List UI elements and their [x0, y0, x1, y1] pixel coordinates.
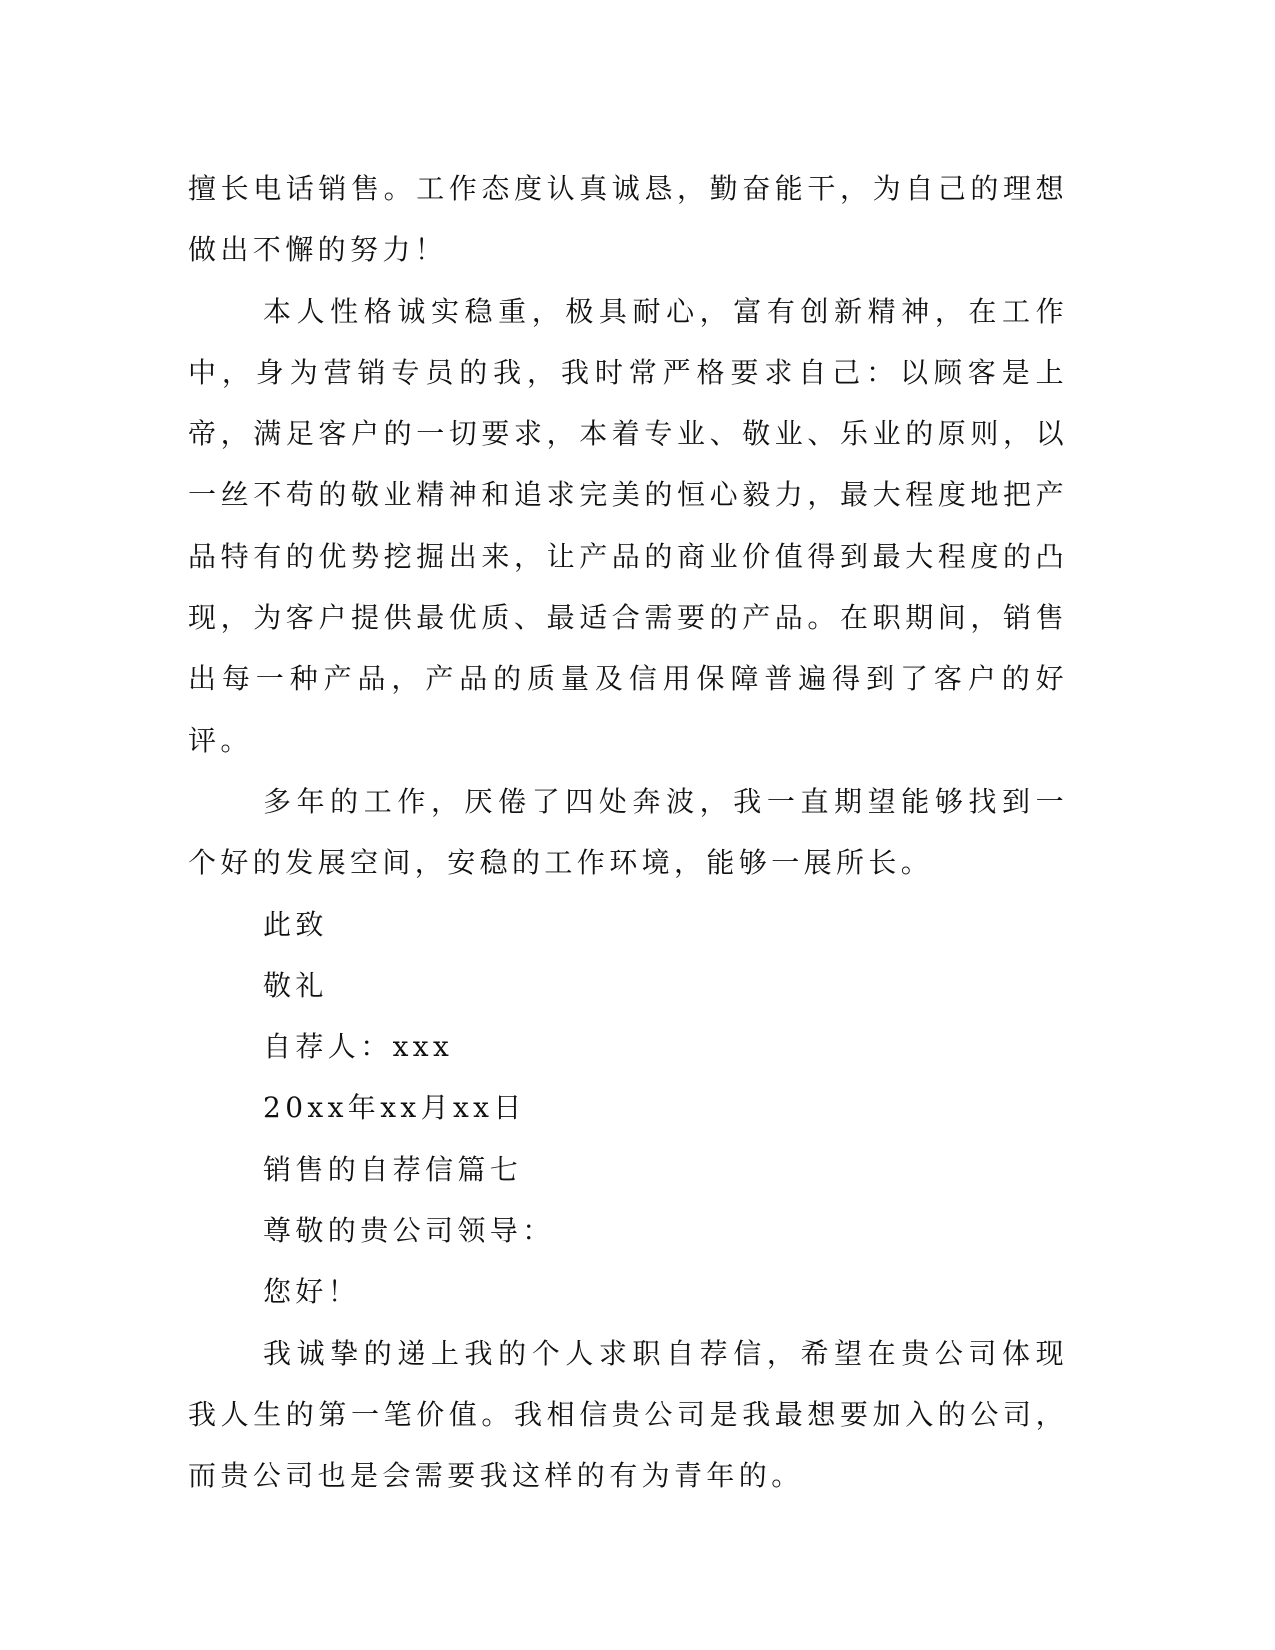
closing-line: 此致: [263, 907, 328, 941]
signature-line: 自荐人：xxx: [263, 1030, 454, 1064]
closing-salutation: 敬礼: [263, 968, 328, 1002]
body-paragraph: 多年的工作，厌倦了四处奔波，我一直期望能够找到一个好的发展空间，安稳的工作环境，能够一展所长。: [188, 784, 1068, 880]
date-line: 20xx年xx月xx日: [263, 1091, 526, 1125]
document-body: [188, 158, 1068, 1507]
body-paragraph: 本人性格诚实稳重，极具耐心，富有创新精神，在工作中，身为营销专员的我，我时常严格要求自己：以顾客是上帝，满足客户的一切要求，本着专业、敬业、乐业的原则，以一丝不苟的敬业精神和追求完美的恒心毅力，最大程度地把产品特有的优势挖掘出来，让产品的商业价值得到最大程度的凸现，为客户提供最优质、最适合需要的产品。在职期间，销售出每一种产品，产品的质量及信用保障普遍得到了客户的好评。: [188, 294, 1068, 757]
section-heading: 销售的自荐信篇七: [263, 1152, 523, 1186]
greeting-line: 尊敬的贵公司领导：: [263, 1214, 555, 1248]
greeting-line: 您好！: [263, 1275, 361, 1309]
body-paragraph: 我诚挚的递上我的个人求职自荐信，希望在贵公司体现我人生的第一笔价值。我相信贵公司是我最想要加入的公司，而贵公司也是会需要我这样的有为青年的。: [188, 1336, 1068, 1493]
body-paragraph: 擅长电话销售。工作态度认真诚恳，勤奋能干，为自己的理想做出不懈的努力！: [188, 172, 1068, 267]
